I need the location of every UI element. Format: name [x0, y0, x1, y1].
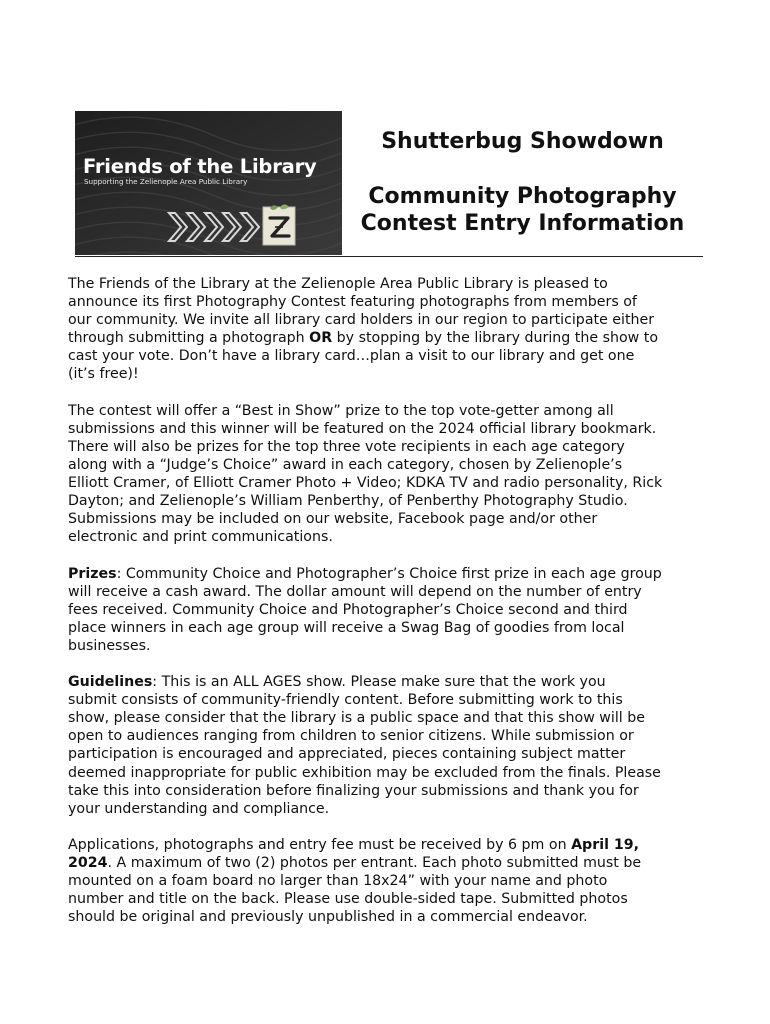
text-line: [68, 854, 708, 872]
friends-of-the-library-banner: [75, 111, 342, 255]
library-z-logo-icon: [262, 204, 296, 248]
text-line: Submissions may be included on our website, Facebook page and/or other: [68, 511, 598, 528]
text-run: : Community Choice and Photographer’s Choice first prize in each age group: [116, 565, 662, 582]
prizes-label: Prizes: [68, 565, 117, 582]
text-line: The contest will offer a “Best in Show” prize to the top vote-getter among all: [68, 402, 614, 419]
guidelines-label: Guidelines: [68, 674, 153, 691]
banner-title: Friends of the Library: [83, 155, 317, 178]
text-run: through submitting a photograph: [68, 330, 310, 347]
document-header: [75, 111, 703, 257]
text-line: There will also be prizes for the top three vote recipients in each age category: [68, 438, 625, 455]
deadline-year: 2024: [68, 855, 108, 871]
text-line: [68, 565, 708, 583]
text-line: should be original and previously unpublished in a commercial endeavor.: [68, 909, 588, 926]
text-line: (it’s free)!: [68, 366, 139, 383]
text-run: Applications, photographs and entry fee must be received by 6 pm on: [68, 836, 572, 853]
text-line: place winners in each age group will receive a Swag Bag of goodies from local: [68, 619, 625, 636]
event-title: Shutterbug Showdown: [381, 129, 664, 154]
text-line: open to audiences ranging from children to senior citizens. While submission or: [68, 728, 634, 745]
prizes-paragraph: [68, 565, 708, 655]
emphasis-or: OR: [309, 330, 333, 347]
text-line: number and title on the back. Please use double-sided tape. Submitted photos: [68, 891, 628, 908]
text-line: mounted on a foam board no larger than 18x24” with your name and photo: [68, 873, 608, 890]
deadline-date: April 19,: [571, 836, 640, 853]
guidelines-paragraph: [68, 673, 708, 818]
text-line: cast your vote. Don’t have a library card…plan a visit to our library and get one: [68, 348, 635, 365]
text-line: businesses.: [68, 637, 151, 654]
text-line: Dayton; and Zelienople’s William Penberthy, of Penberthy Photography Studio.: [68, 493, 628, 510]
text-run: : This is an ALL AGES show. Please make sure that the work you: [152, 674, 606, 691]
text-line: submissions and this winner will be featured on the 2024 official library bookmark.: [68, 420, 657, 437]
document-title-line-2: Contest Entry Information: [360, 211, 685, 236]
text-line: electronic and print communications.: [68, 529, 333, 546]
text-line: show, please consider that the library is a public space and that this show will be: [68, 710, 645, 727]
applications-paragraph: [68, 836, 708, 926]
text-line: along with a “Judge’s Choice” award in each category, chosen by Zelienople’s: [68, 456, 623, 473]
contest-paragraph: [68, 402, 708, 547]
intro-paragraph: [68, 275, 708, 384]
text-run: . A maximum of two (2) photos per entrant. Each photo submitted must be: [107, 855, 642, 871]
text-line: will receive a cash award. The dollar amount will depend on the number of entry: [68, 583, 642, 600]
chevron-arrows-icon: [167, 207, 263, 247]
text-run: by stopping by the library during the show to: [332, 330, 659, 347]
text-line: deemed inappropriate for public exhibition may be excluded from the finals. Please: [68, 764, 661, 781]
text-line: announce its first Photography Contest featuring photographs from members of: [68, 294, 637, 311]
text-line: submit consists of community-friendly content. Before submitting work to this: [68, 692, 623, 709]
text-line: your understanding and compliance.: [68, 800, 330, 817]
title-block: [342, 111, 703, 255]
text-line: The Friends of the Library at the Zelienople Area Public Library is pleased to: [68, 276, 608, 292]
banner-subtitle: Supporting the Zelienople Area Public Library: [84, 177, 248, 186]
document-title-line-1: Community Photography: [368, 184, 677, 209]
text-line: participation is encouraged and appreciated, pieces containing subject matter: [68, 746, 626, 763]
text-line: [68, 329, 708, 347]
text-line: our community. We invite all library card holders in our region to participate either: [68, 312, 655, 329]
text-line: Elliott Cramer, of Elliott Cramer Photo + Video; KDKA TV and radio personality, Rick: [68, 475, 663, 492]
document-body: [68, 275, 708, 944]
text-line: [68, 673, 708, 691]
text-line: take this into consideration before finalizing your submissions and thank you for: [68, 782, 639, 799]
text-line: [68, 836, 708, 854]
text-line: fees received. Community Choice and Photographer’s Choice second and third: [68, 601, 628, 618]
